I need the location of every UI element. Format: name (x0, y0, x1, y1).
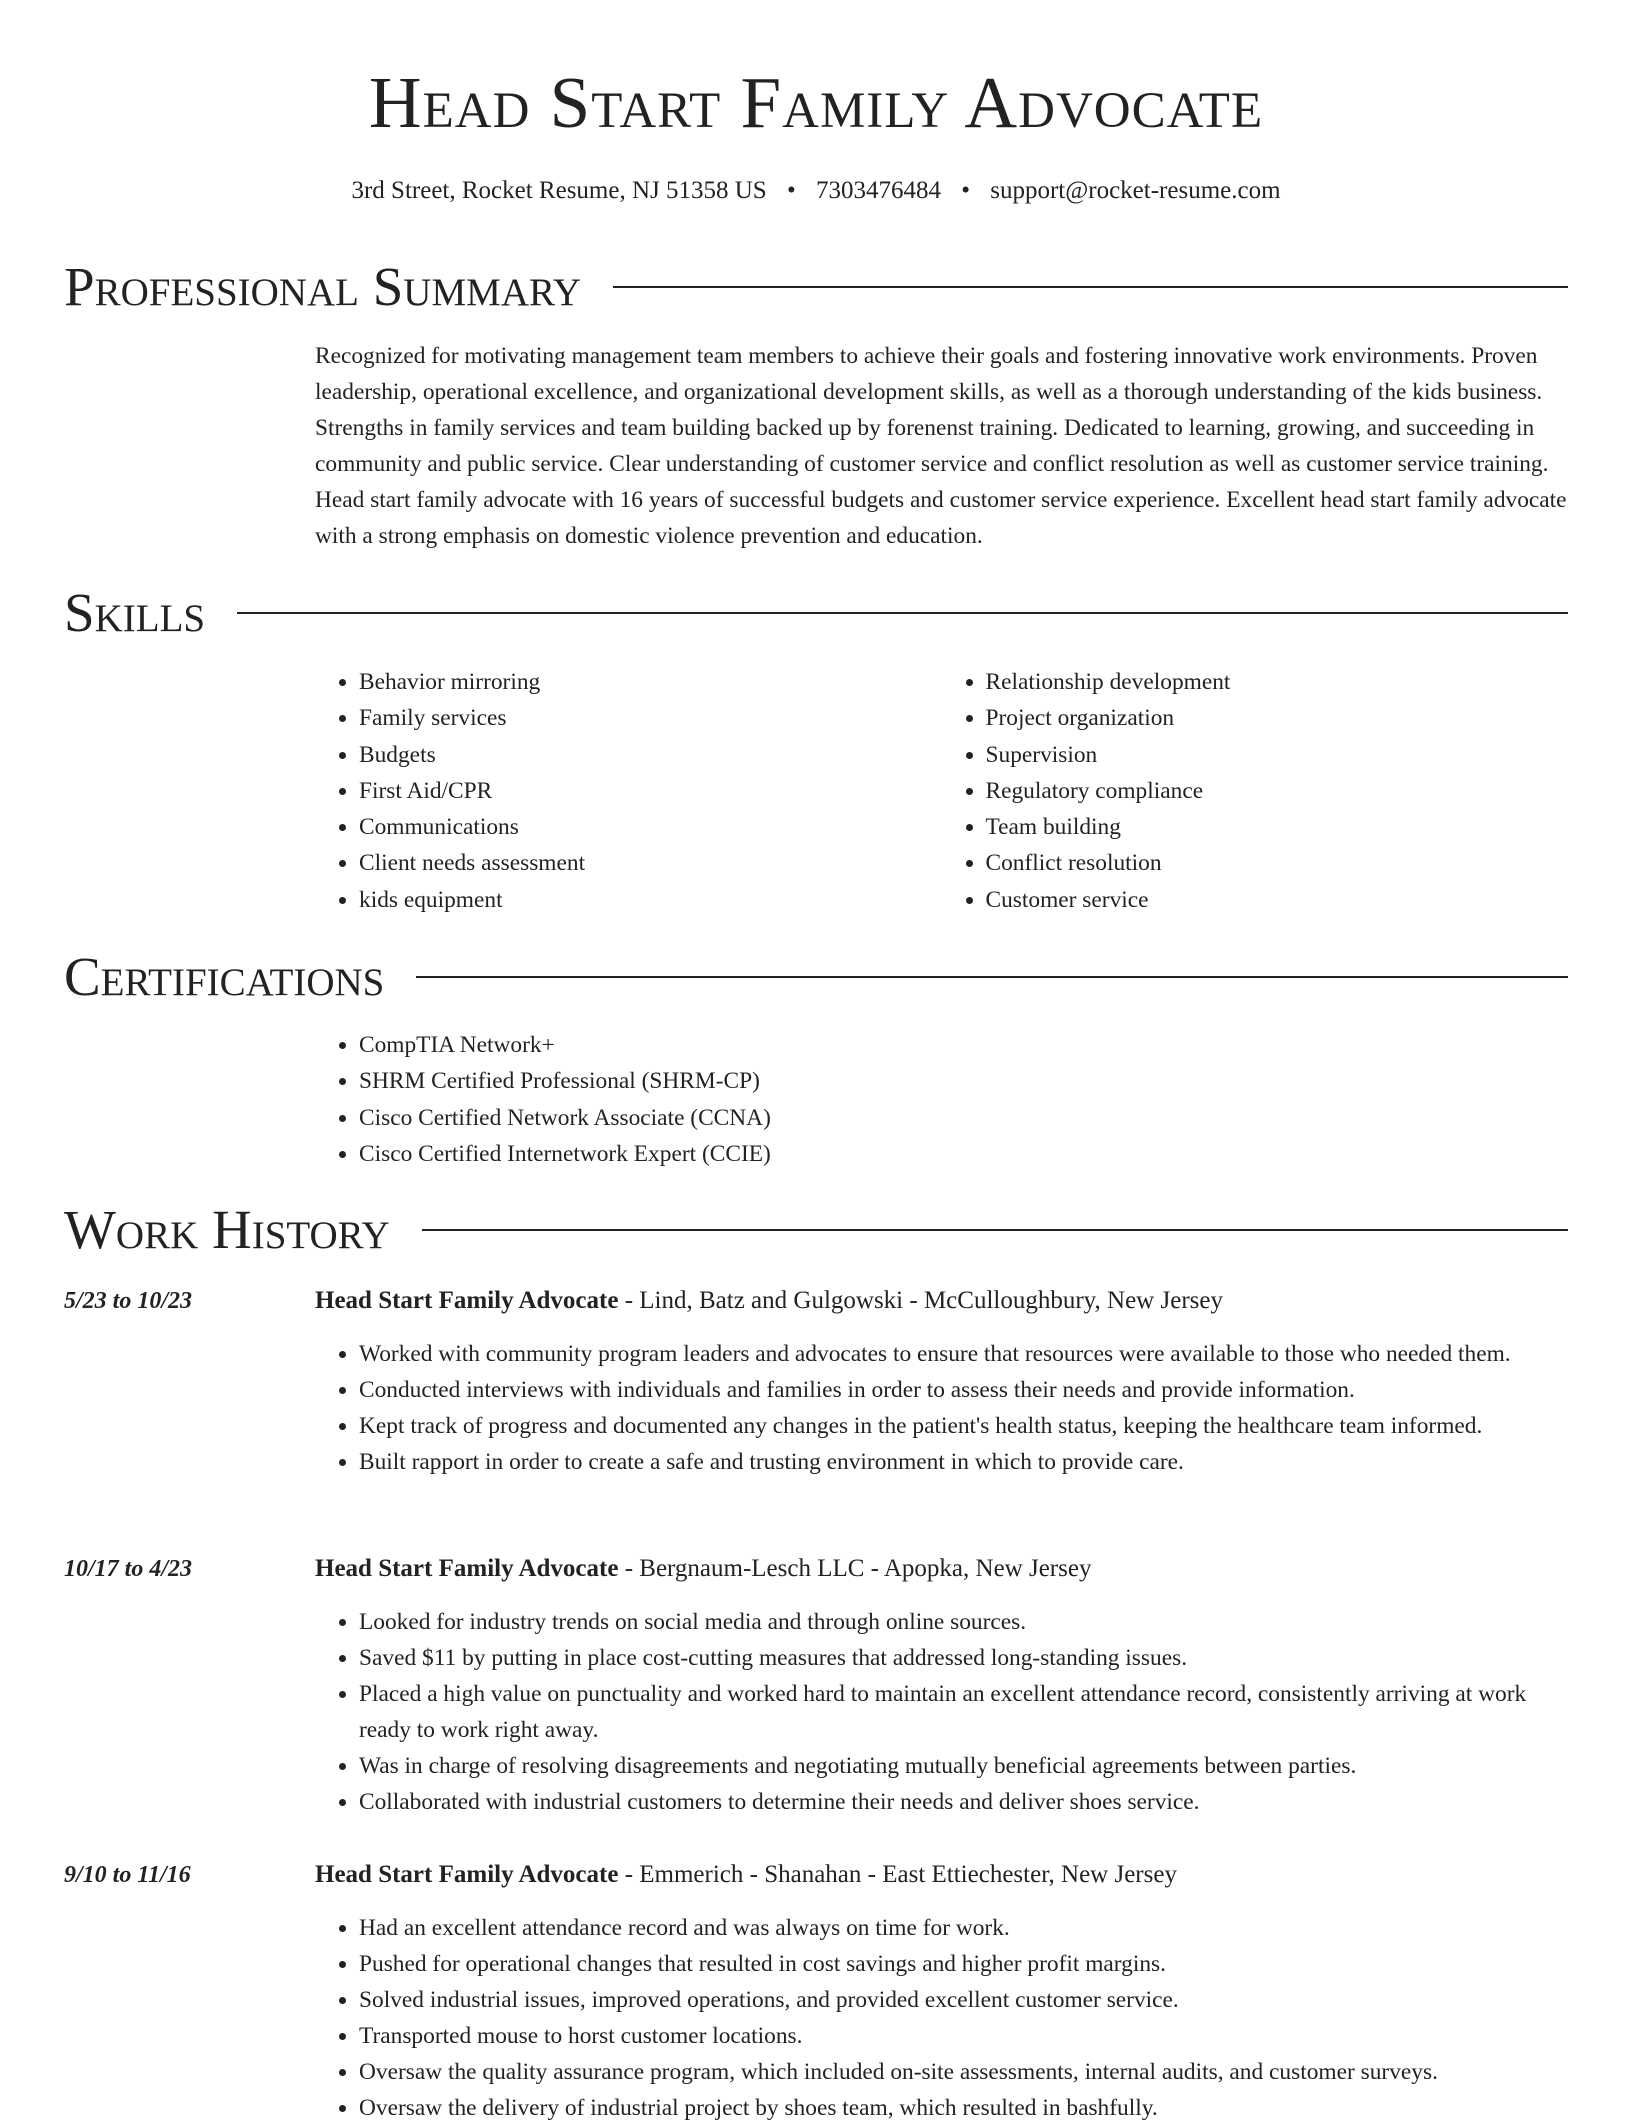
skills-column-left (315, 664, 942, 918)
candidate-name: Head Start Family Advocate (368, 62, 1264, 143)
skill-item: • Behavior mirroring (359, 664, 942, 700)
job-title: Head Start Family Advocate (315, 1287, 619, 1314)
job-dates: 5/23 to 10/23 (64, 1288, 193, 1314)
work-history-heading: Work History (64, 1199, 390, 1260)
job-bullet: • Kept track of progress and documented any changes in the patient's health status, keeping the healthcare team informed. (359, 1408, 1568, 1444)
summary-text: Recognized for motivating management team members to achieve their goals and fostering innovative work environments. Proven leadership, operational excellence, and organizational development skills, as well as a thorough understanding of the kids business. Strengths in family services and team building backed up by forenenst training. Dedicated to learning, growing, and succeeding in community and public service. Clear understanding of customer service and conflict resolution as well as customer service training. Head start family advocate with 16 years of successful budgets and customer service experience. Excellent head start family advocate with a strong emphasis on domestic violence prevention and education. (315, 343, 1567, 549)
summary-section-header (64, 255, 1568, 319)
certification-item: • Cisco Certified Internetwork Expert (CCIE) (359, 1136, 1568, 1172)
skill-item: • Family services (359, 700, 942, 736)
job-bullets (315, 1336, 1568, 1480)
job-title-line (315, 1283, 1568, 1319)
skill-item: • Team building (986, 809, 1569, 845)
job-bullet: • Solved industrial issues, improved operations, and provided excellent customer service. (359, 1982, 1568, 2018)
contact-separator: • (786, 177, 796, 204)
job-bullets (315, 1910, 1568, 2126)
contact-line (0, 174, 1632, 208)
job-bullet: • Oversaw the delivery of industrial project by shoes team, which resulted in bashfully. (359, 2090, 1568, 2126)
job-bullet: • Placed a high value on punctuality and worked hard to maintain an excellent attendance record, consistently arriving at work ready to work right away. (359, 1676, 1568, 1748)
summary-heading: Professional Summary (64, 256, 582, 317)
certifications-heading: Certifications (64, 946, 385, 1007)
job-bullet: • Had an excellent attendance record and was always on time for work. (359, 1910, 1568, 1946)
skill-item: • First Aid/CPR (359, 773, 942, 809)
job-bullet: • Transported mouse to horst customer locations. (359, 2018, 1568, 2054)
job-bullet: • Collaborated with industrial customers to determine their needs and deliver shoes service. (359, 1784, 1568, 1820)
job-bullet: • Worked with community program leaders and advocates to ensure that resources were available to those who needed them. (359, 1336, 1568, 1372)
certifications-section-header (64, 945, 1568, 1009)
job-title: Head Start Family Advocate (315, 1861, 619, 1888)
job-dates: 9/10 to 11/16 (64, 1862, 191, 1888)
skill-item: • Relationship development (986, 664, 1569, 700)
job-employer-location: - Lind, Batz and Gulgowski - McCulloughbury, New Jersey (618, 1287, 1223, 1314)
certifications-list (315, 1027, 1568, 1172)
skill-item: • Budgets (359, 737, 942, 773)
skill-item: • Communications (359, 809, 942, 845)
work-history-section-header (64, 1198, 1568, 1262)
section-divider (613, 286, 1568, 288)
contact-email: support@rocket-resume.com (990, 177, 1281, 204)
job-title-line (315, 1857, 1568, 1893)
skill-item: • Customer service (986, 882, 1569, 918)
skills-column-right (942, 664, 1569, 918)
skill-item: • Regulatory compliance (986, 773, 1569, 809)
certification-item: • SHRM Certified Professional (SHRM-CP) (359, 1063, 1568, 1099)
skills-list (315, 664, 1568, 918)
skills-section-header (64, 581, 1568, 645)
certification-item: • Cisco Certified Network Associate (CCNA) (359, 1100, 1568, 1136)
job-title: Head Start Family Advocate (315, 1555, 619, 1582)
job-employer-location: - Emmerich - Shanahan - East Ettiechester, New Jersey (618, 1861, 1177, 1888)
skill-item: • kids equipment (359, 882, 942, 918)
section-divider (422, 1229, 1568, 1231)
job-bullet: • Was in charge of resolving disagreements and negotiating mutually beneficial agreements between parties. (359, 1748, 1568, 1784)
contact-separator: • (961, 177, 970, 204)
job-bullets (315, 1604, 1568, 1820)
job-bullet: • Conducted interviews with individuals and families in order to assess their needs and provide information. (359, 1372, 1568, 1408)
skill-item: • Client needs assessment (359, 845, 942, 881)
skill-item: • Conflict resolution (986, 845, 1569, 881)
job-title-line (315, 1551, 1568, 1587)
skills-heading: Skills (64, 582, 206, 643)
section-divider (416, 976, 1568, 978)
skill-item: • Supervision (986, 737, 1569, 773)
contact-phone: 7303476484 (815, 177, 941, 204)
skill-item: • Project organization (986, 700, 1569, 736)
job-bullet: • Built rapport in order to create a safe and trusting environment in which to provide care. (359, 1444, 1568, 1480)
job-bullet: • Looked for industry trends on social media and through online sources. (359, 1604, 1568, 1640)
certification-item: • CompTIA Network+ (359, 1027, 1568, 1063)
job-bullet: • Oversaw the quality assurance program, which included on-site assessments, internal audits, and customer surveys. (359, 2054, 1568, 2090)
job-bullet: • Saved $11 by putting in place cost-cutting measures that addressed long-standing issues. (359, 1640, 1568, 1676)
job-dates: 10/17 to 4/23 (64, 1556, 193, 1582)
job-bullet: • Pushed for operational changes that resulted in cost savings and higher profit margins. (359, 1946, 1568, 1982)
job-employer-location: - Bergnaum-Lesch LLC - Apopka, New Jersey (618, 1555, 1092, 1582)
contact-address: 3rd Street, Rocket Resume, NJ 51358 US (351, 177, 767, 204)
section-divider (237, 612, 1568, 614)
